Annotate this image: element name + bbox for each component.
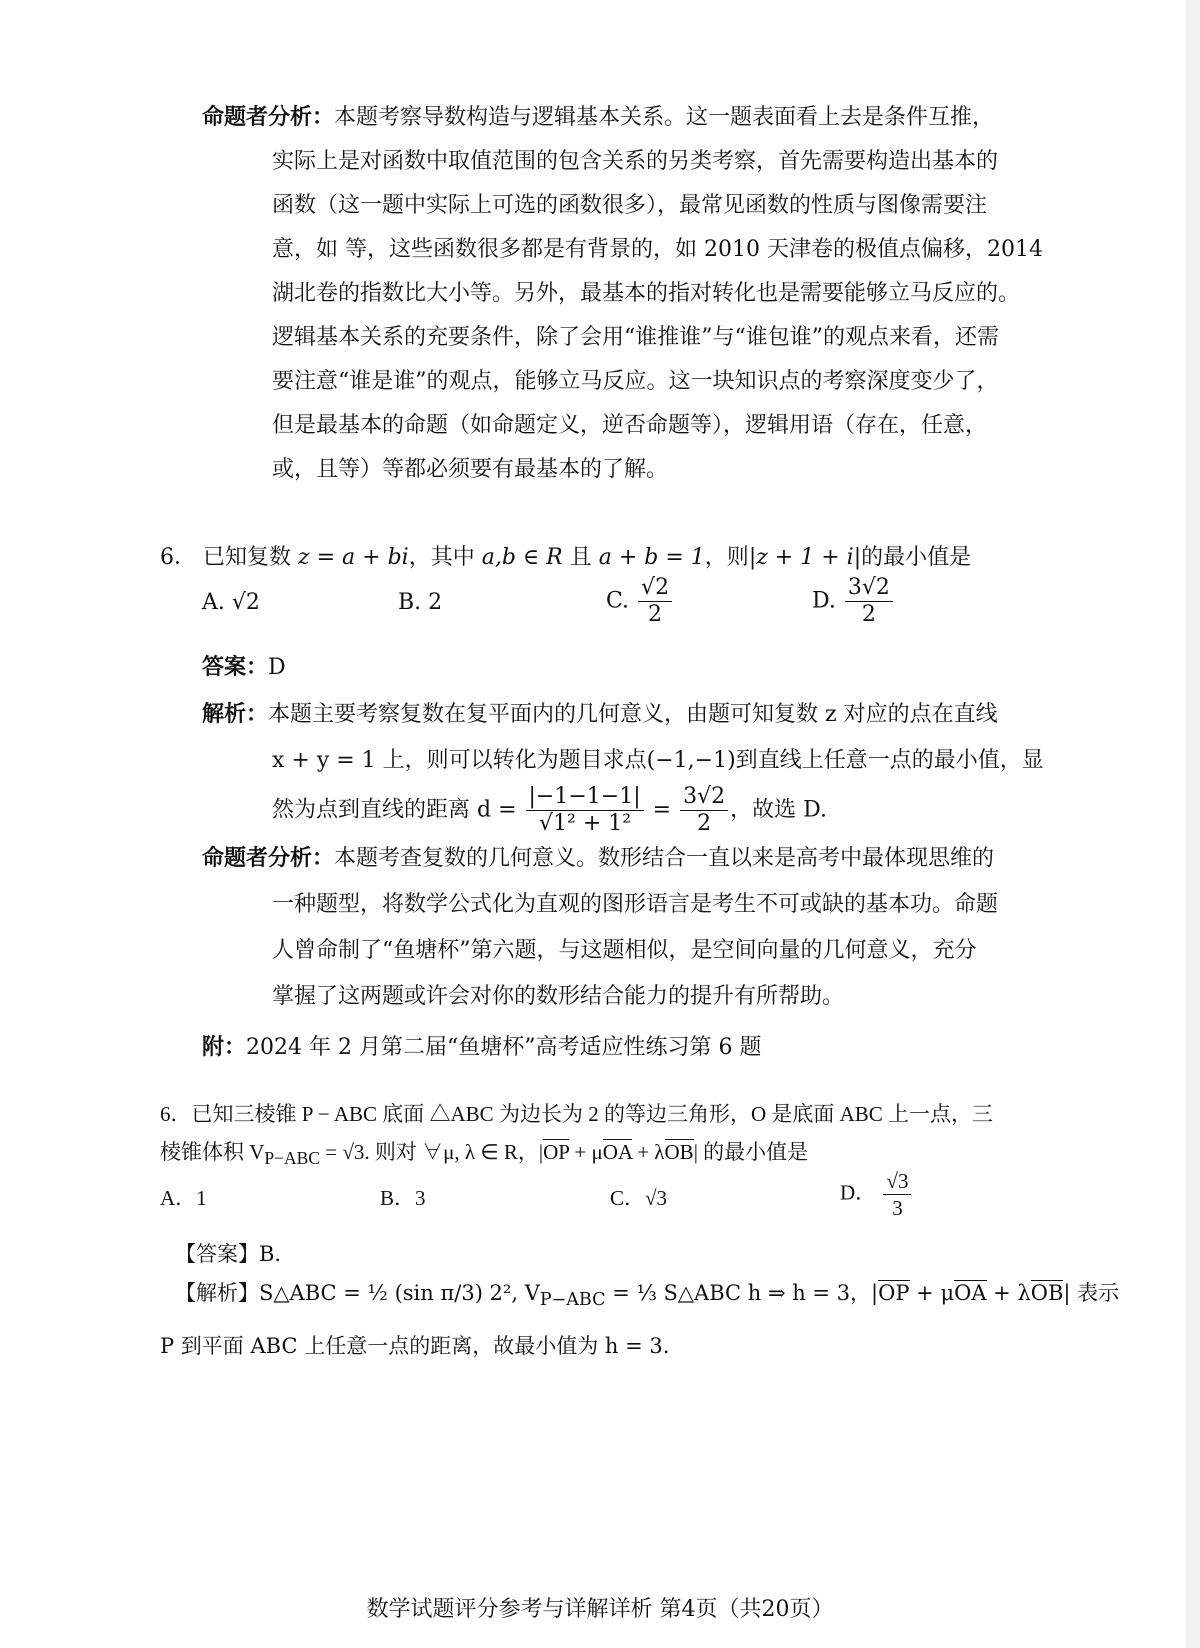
analysis-line-2: x + y = 1 上，则可以转化为题目求点(−1,−1)到直线上任意一点的最小值，显 <box>272 748 1044 773</box>
block1-line-2: 函数（这一题中实际上可选的函数很多），最常见函数的性质与图像需要注 <box>272 193 988 218</box>
attached-option-d <box>840 1168 913 1221</box>
question-number: 6． <box>160 545 196 570</box>
option-c-fraction <box>638 575 672 628</box>
q6-text-e: 的最小值是 <box>861 545 972 570</box>
vector-op: OP <box>543 1140 570 1164</box>
attached-q-line-2a: 棱锥体积 V <box>160 1140 265 1164</box>
distance-fraction: $\frac{|-1-1-1|}{\text{√1² + 1²}}$ <box>526 784 644 837</box>
answer-label: 答案： <box>202 655 269 680</box>
distance-num: |−1−1−1| <box>526 784 644 811</box>
plus-mu: + μ <box>569 1140 603 1164</box>
block1-line-7: 但是最基本的命题（如命题定义，逆否命题等），逻辑用语（存在，任意， <box>272 413 988 438</box>
attached-analysis-1c: | 表示 <box>1063 1281 1120 1305</box>
option-d-num: 3√2 <box>845 575 893 602</box>
block1-line-1: 实际上是对函数中取值范围的包含关系的另类考察，首先需要构造出基本的 <box>272 149 999 174</box>
option-d <box>812 575 895 628</box>
option-c-den: 2 <box>648 602 663 627</box>
equals-sign: = <box>652 797 672 823</box>
attached-q-line-2 <box>160 1133 1050 1177</box>
attached-vector-op: OP <box>878 1281 910 1305</box>
author2-line-4: 掌握了这两题或许会对你的数形结合能力的提升有所帮助。 <box>272 984 845 1009</box>
attached-option-a: A．1 <box>160 1186 207 1210</box>
option-d-label: D. <box>812 588 836 614</box>
analysis-line-1: 本题主要考察复数在复平面内的几何意义，由题可知复数 z 对应的点在直线 <box>268 702 998 727</box>
option-b-label: B. 2 <box>398 590 443 615</box>
attached-plus-lambda: + λ <box>986 1281 1031 1305</box>
attached-q-line-1: 6．已知三棱锥 P − ABC 底面 △ABC 为边长为 2 的等边三角形，O 是底面 ABC 上一点，三 <box>160 1102 994 1126</box>
block1-line-4: 湖北卷的指数比大小等。另外，最基本的指对转化也是需要能够立马反应的。 <box>272 281 1021 306</box>
attachment-note <box>202 1030 761 1061</box>
option-c <box>606 575 674 628</box>
attached-option-d-label: D． <box>840 1180 877 1205</box>
result-fraction <box>680 784 728 837</box>
option-a-value: √2 <box>231 590 260 615</box>
block1-line-5: 逻辑基本关系的充要条件，除了会用“谁推谁”与“谁包谁”的观点来看，还需 <box>272 325 999 350</box>
attached-answer: 【答案】B. <box>175 1242 282 1266</box>
option-c-num: √2 <box>638 575 672 602</box>
question-6-stem <box>160 540 971 571</box>
attached-analysis-1: S△ABC = ½ (sin π/3) 2², V <box>259 1281 540 1305</box>
option-b <box>398 590 442 615</box>
attached-option-d-num: √3 <box>883 1168 911 1195</box>
option-d-fraction <box>845 575 893 628</box>
author2-line-3: 人曾命制了“鱼塘杯”第六题，与这题相似，是空间向量的几何意义，充分 <box>272 938 977 963</box>
answer-line <box>202 650 286 681</box>
option-a-label: A. <box>202 590 225 615</box>
vector-ob: OB <box>664 1140 694 1164</box>
q6-math-z: z = a + bi <box>298 545 409 570</box>
attached-vector-oa: OA <box>954 1281 987 1305</box>
q6-text-b: ，其中 <box>408 545 475 570</box>
block1-line-6: 要注意“谁是谁”的观点，能够立马反应。这一块知识点的考察深度变少了， <box>272 369 999 394</box>
page-edge <box>1186 0 1200 1648</box>
analysis-line-3 <box>202 784 1052 837</box>
distance-den: 1² + 1² <box>553 811 632 836</box>
block1-line-8: 或，且等）等都必须要有最基本的了解。 <box>272 457 669 482</box>
q6-math-abs: |z + 1 + i| <box>748 545 862 570</box>
author-analysis-2-label: 命题者分析： <box>202 846 335 871</box>
option-d-den: 2 <box>861 602 876 627</box>
attached-analysis-1b: = ⅓ S△ABC h ⇒ h = 3，| <box>605 1281 879 1305</box>
analysis-label: 解析： <box>202 702 269 727</box>
analysis-line-3a: 然为点到直线的距离 d = <box>272 797 517 823</box>
q6-math-ab: a,b ∈ R <box>481 545 563 570</box>
page-footer: 数学试题评分参考与详解详析 第4页（共20页） <box>366 1597 834 1622</box>
option-a <box>202 590 260 615</box>
answer-value: D <box>268 655 286 680</box>
attached-analysis <box>160 1270 1120 1369</box>
plus-lambda: + λ <box>631 1140 665 1164</box>
volume-subscript: P−ABC <box>264 1148 321 1169</box>
attachment-label: 附： <box>202 1035 247 1060</box>
author-analysis-2 <box>202 836 1052 1020</box>
attached-analysis-label: 【解析】 <box>175 1281 259 1305</box>
attached-plus-mu: + μ <box>909 1281 955 1305</box>
analysis-line-3b: ，故选 D. <box>730 797 827 823</box>
q6-text-d: ，则 <box>704 545 749 570</box>
q6-text-a: 已知复数 <box>203 545 292 570</box>
block1-line-0: 本题考察导数构造与逻辑基本关系。这一题表面看上去是条件互推， <box>334 105 995 130</box>
attached-option-b: B．3 <box>380 1186 426 1210</box>
author-analysis-block <box>202 96 1052 492</box>
attached-analysis-sub: P−ABC <box>539 1290 606 1311</box>
author2-line-2: 一种题型，将数学公式化为直观的图形语言是考生不可或缺的基本功。命题 <box>272 892 999 917</box>
author-analysis-label: 命题者分析： <box>202 105 335 130</box>
attached-analysis-2: P 到平面 ABC 上任意一点的距离，故最小值为 h = 3. <box>160 1334 670 1359</box>
attached-question <box>160 1095 1050 1177</box>
option-c-label: C. <box>606 588 630 614</box>
attachment-text: 2024 年 2 月第二届“鱼塘杯”高考适应性练习第 6 题 <box>246 1035 762 1060</box>
vector-oa: OA <box>602 1140 632 1164</box>
block1-line-3: 意，如 等，这些函数很多都是有背景的，如 2010 天津卷的极值点偏移，2014 <box>272 237 1043 262</box>
result-den: 2 <box>697 811 712 836</box>
q6-text-c: 且 <box>569 545 592 570</box>
author2-line-1: 本题考查复数的几何意义。数形结合一直以来是高考中最体现思维的 <box>334 846 995 871</box>
attached-option-c: C．√3 <box>610 1186 668 1210</box>
attached-q-line-2b: = √3. 则对 ∀μ, λ ∈ R，| <box>320 1140 544 1164</box>
q6-math-sum: a + b = 1 <box>598 545 705 570</box>
attached-option-d-fraction <box>883 1168 911 1221</box>
attached-vector-ob: OB <box>1030 1281 1064 1305</box>
attached-q-line-2c: | 的最小值是 <box>693 1140 809 1164</box>
result-num: 3√2 <box>680 784 728 811</box>
attached-option-d-den: 3 <box>892 1196 903 1220</box>
analysis-block <box>202 692 1052 837</box>
